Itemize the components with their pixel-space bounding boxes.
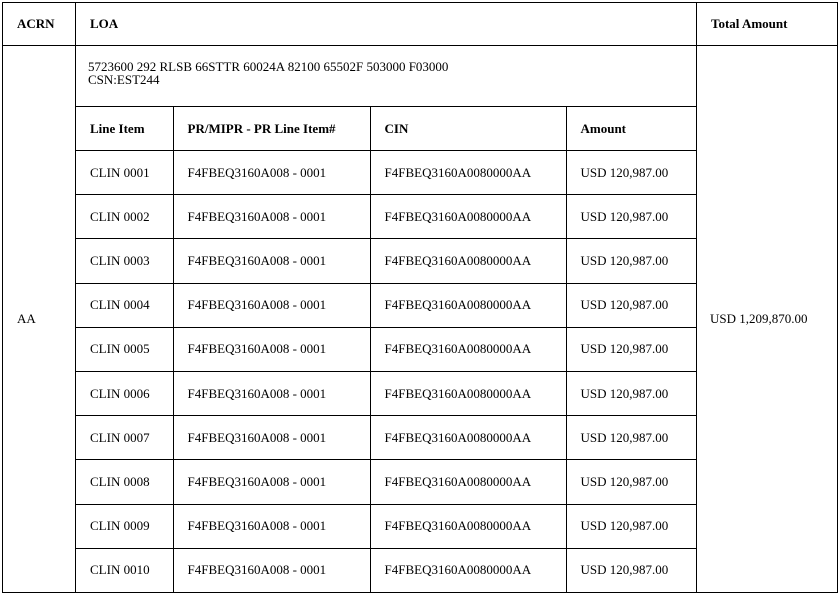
pr-line-item-cell: F4FBEQ3160A008 - 0001 bbox=[173, 283, 370, 327]
line-item-row bbox=[76, 416, 696, 460]
line-item-row bbox=[76, 239, 696, 283]
cin-column-header: CIN bbox=[370, 107, 566, 151]
line-item-cell: CLIN 0007 bbox=[76, 416, 173, 460]
loa-cell bbox=[76, 46, 697, 593]
line-item-column-header: Line Item bbox=[76, 107, 173, 151]
line-item-cell: CLIN 0005 bbox=[76, 327, 173, 371]
cin-cell: F4FBEQ3160A0080000AA bbox=[370, 151, 566, 195]
amount-cell: USD 120,987.00 bbox=[566, 504, 696, 548]
funding-table-header bbox=[3, 3, 838, 46]
pr-mipr-column-header: PR/MIPR - PR Line Item# bbox=[173, 107, 370, 151]
amount-cell: USD 120,987.00 bbox=[580, 562, 669, 578]
line-item-row bbox=[76, 151, 696, 195]
total-amount-header: Total Amount bbox=[697, 3, 838, 46]
amount-cell: USD 120,987.00 bbox=[566, 239, 696, 283]
cin-cell: F4FBEQ3160A0080000AA bbox=[370, 239, 566, 283]
cin-cell: F4FBEQ3160A0080000AA bbox=[370, 371, 566, 415]
line-item-cell: CLIN 0008 bbox=[76, 460, 173, 504]
cin-cell: F4FBEQ3160A0080000AA bbox=[370, 460, 566, 504]
line-item-row bbox=[76, 195, 696, 239]
line-item-cell: CLIN 0001 bbox=[76, 151, 173, 195]
line-item-cell: CLIN 0002 bbox=[76, 195, 173, 239]
amount-cell: USD 120,987.00 bbox=[566, 195, 696, 239]
cin-cell: F4FBEQ3160A0080000AA bbox=[370, 548, 566, 592]
line-item-row bbox=[76, 283, 696, 327]
amount-cell: USD 120,987.00 bbox=[566, 283, 696, 327]
acrn-value: AA bbox=[3, 46, 76, 593]
cin-cell: F4FBEQ3160A0080000AA bbox=[370, 283, 566, 327]
cin-cell: F4FBEQ3160A0080000AA bbox=[370, 195, 566, 239]
amount-column-header: Amount bbox=[566, 107, 696, 151]
amount-cell: USD 120,987.00 bbox=[566, 460, 696, 504]
funding-document bbox=[2, 2, 837, 592]
loa-line: 5723600 292 RLSB 66STTR 60024A 82100 65502F 503000 F03000 bbox=[88, 59, 449, 74]
line-item-row bbox=[76, 371, 696, 415]
cin-cell: F4FBEQ3160A0080000AA bbox=[370, 327, 566, 371]
line-item-cell: CLIN 0009 bbox=[76, 504, 173, 548]
loa-header: LOA bbox=[76, 3, 697, 46]
line-items-header bbox=[76, 107, 696, 151]
line-item-row bbox=[76, 504, 696, 548]
pr-line-item-cell: F4FBEQ3160A008 - 0001 bbox=[173, 504, 370, 548]
funding-table bbox=[2, 2, 838, 593]
line-items-table bbox=[76, 107, 696, 592]
cin-cell: F4FBEQ3160A0080000AA bbox=[370, 504, 566, 548]
pr-line-item-cell: F4FBEQ3160A008 - 0001 bbox=[173, 460, 370, 504]
line-item-cell: CLIN 0006 bbox=[76, 371, 173, 415]
funding-row bbox=[3, 46, 838, 593]
line-item-row bbox=[76, 327, 696, 371]
line-item-row bbox=[76, 460, 696, 504]
line-item-cell: CLIN 0010 bbox=[76, 548, 173, 592]
pr-line-item-cell: F4FBEQ3160A008 - 0001 bbox=[173, 151, 370, 195]
line-item-row bbox=[76, 548, 696, 592]
pr-line-item-cell: F4FBEQ3160A008 - 0001 bbox=[173, 371, 370, 415]
amount-cell: USD 120,987.00 bbox=[566, 327, 696, 371]
pr-line-item-cell: F4FBEQ3160A008 - 0001 bbox=[173, 548, 370, 592]
pr-line-item-cell: F4FBEQ3160A008 - 0001 bbox=[173, 416, 370, 460]
csn-line: CSN:EST244 bbox=[88, 72, 160, 87]
line-item-cell: CLIN 0004 bbox=[76, 283, 173, 327]
loa-text bbox=[76, 46, 696, 107]
acrn-header: ACRN bbox=[3, 3, 76, 46]
pr-line-item-cell: F4FBEQ3160A008 - 0001 bbox=[173, 327, 370, 371]
pr-line-item-cell: F4FBEQ3160A008 - 0001 bbox=[173, 195, 370, 239]
cin-cell: F4FBEQ3160A0080000AA bbox=[370, 416, 566, 460]
amount-cell: USD 120,987.00 bbox=[566, 371, 696, 415]
amount-cell: USD 120,987.00 bbox=[566, 151, 696, 195]
line-item-cell: CLIN 0003 bbox=[76, 239, 173, 283]
pr-line-item-cell: F4FBEQ3160A008 - 0001 bbox=[173, 239, 370, 283]
amount-cell: USD 120,987.00 bbox=[566, 416, 696, 460]
total-amount-value: USD 1,209,870.00 bbox=[697, 46, 838, 593]
